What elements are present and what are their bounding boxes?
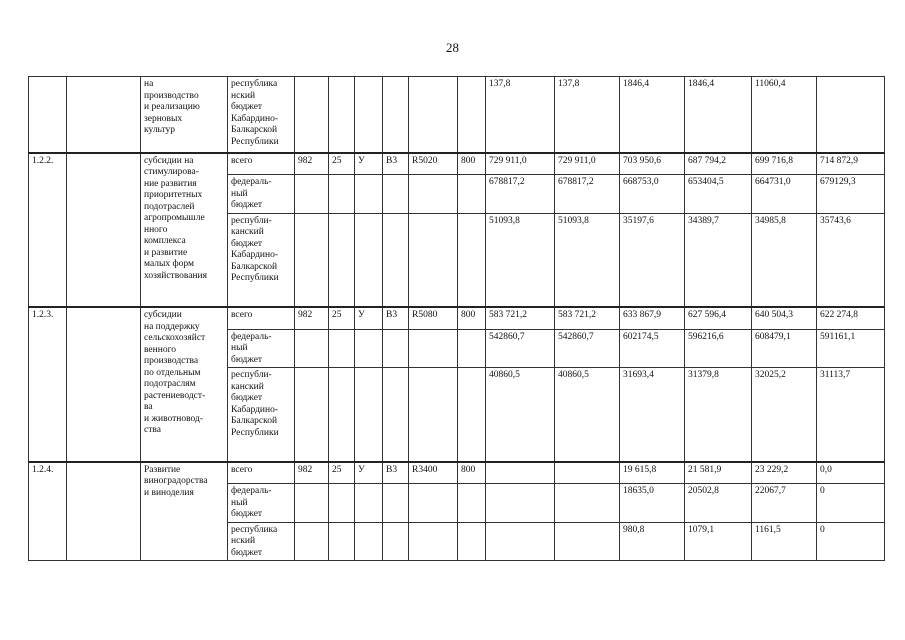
amount-cell: 34985,8	[752, 213, 817, 307]
funding-source: федераль- ный бюджет	[228, 175, 295, 214]
amount-cell: 679129,3	[817, 175, 885, 214]
budget-code-cell	[329, 368, 355, 462]
amount-cell: 542860,7	[486, 329, 555, 368]
budget-code-cell: У	[355, 153, 383, 175]
amount-cell: 40860,5	[555, 368, 620, 462]
funding-source: всего	[228, 153, 295, 175]
section-number	[29, 77, 67, 153]
amount-cell	[555, 484, 620, 523]
budget-code-cell: R5080	[409, 307, 458, 329]
budget-code-cell	[383, 175, 409, 214]
budget-code-cell: 800	[458, 307, 486, 329]
section-number: 1.2.4.	[29, 462, 67, 561]
budget-code-cell: 25	[329, 307, 355, 329]
budget-code-cell	[295, 175, 329, 214]
empty-cell	[67, 77, 141, 153]
empty-cell	[67, 153, 141, 308]
budget-code-cell: 25	[329, 153, 355, 175]
amount-cell: 137,8	[486, 77, 555, 153]
budget-code-cell	[295, 213, 329, 307]
amount-cell: 40860,5	[486, 368, 555, 462]
amount-cell: 542860,7	[555, 329, 620, 368]
amount-cell: 729 911,0	[486, 153, 555, 175]
amount-cell	[486, 522, 555, 561]
budget-code-cell	[458, 213, 486, 307]
section-number: 1.2.2.	[29, 153, 67, 308]
amount-cell: 687 794,2	[685, 153, 752, 175]
amount-cell: 729 911,0	[555, 153, 620, 175]
amount-cell: 1079,1	[685, 522, 752, 561]
amount-cell: 11060,4	[752, 77, 817, 153]
amount-cell	[486, 484, 555, 523]
budget-code-cell: R3400	[409, 462, 458, 484]
amount-cell: 32025,2	[752, 368, 817, 462]
budget-code-cell	[383, 77, 409, 153]
amount-cell: 35197,6	[620, 213, 685, 307]
measure-name: субсидии на поддержку сельскохозяйст венного производства по отдельным подотраслям растениеводст- ва и животновод- ства	[141, 307, 228, 462]
budget-code-cell: R5020	[409, 153, 458, 175]
empty-cell	[67, 462, 141, 561]
amount-cell: 137,8	[555, 77, 620, 153]
amount-cell: 22067,7	[752, 484, 817, 523]
budget-code-cell	[355, 522, 383, 561]
budget-code-cell	[295, 77, 329, 153]
amount-cell: 664731,0	[752, 175, 817, 214]
empty-cell	[67, 307, 141, 462]
budget-code-cell	[355, 213, 383, 307]
budget-code-cell: 982	[295, 307, 329, 329]
amount-cell: 35743,6	[817, 213, 885, 307]
amount-cell: 31113,7	[817, 368, 885, 462]
measure-name: на производство и реализацию зерновых культур	[141, 77, 228, 153]
budget-code-cell	[355, 175, 383, 214]
amount-cell: 703 950,6	[620, 153, 685, 175]
amount-cell: 640 504,3	[752, 307, 817, 329]
amount-cell: 699 716,8	[752, 153, 817, 175]
budget-code-cell: У	[355, 307, 383, 329]
funding-source: всего	[228, 307, 295, 329]
table-row	[29, 153, 885, 175]
amount-cell: 0,0	[817, 462, 885, 484]
amount-cell: 1161,5	[752, 522, 817, 561]
amount-cell: 1846,4	[685, 77, 752, 153]
budget-code-cell	[383, 213, 409, 307]
measure-name: Развитие виноградорства и виноделия	[141, 462, 228, 561]
amount-cell: 583 721,2	[555, 307, 620, 329]
budget-table	[28, 76, 885, 561]
amount-cell	[555, 462, 620, 484]
amount-cell: 583 721,2	[486, 307, 555, 329]
amount-cell: 34389,7	[685, 213, 752, 307]
amount-cell: 31379,8	[685, 368, 752, 462]
amount-cell: 714 872,9	[817, 153, 885, 175]
amount-cell: 678817,2	[486, 175, 555, 214]
budget-code-cell	[409, 329, 458, 368]
budget-code-cell	[329, 175, 355, 214]
table-row	[29, 307, 885, 329]
section-number: 1.2.3.	[29, 307, 67, 462]
table-row	[29, 77, 885, 153]
amount-cell: 980,8	[620, 522, 685, 561]
budget-code-cell	[458, 175, 486, 214]
budget-code-cell: В3	[383, 153, 409, 175]
amount-cell: 596216,6	[685, 329, 752, 368]
amount-cell: 668753,0	[620, 175, 685, 214]
budget-code-cell	[458, 522, 486, 561]
budget-code-cell	[409, 368, 458, 462]
budget-code-cell	[329, 329, 355, 368]
budget-code-cell	[295, 368, 329, 462]
amount-cell: 627 596,4	[685, 307, 752, 329]
amount-cell: 18635,0	[620, 484, 685, 523]
budget-code-cell	[329, 213, 355, 307]
budget-code-cell: 982	[295, 462, 329, 484]
budget-code-cell	[295, 329, 329, 368]
budget-code-cell	[329, 77, 355, 153]
budget-code-cell	[383, 368, 409, 462]
funding-source: всего	[228, 462, 295, 484]
budget-code-cell	[383, 522, 409, 561]
budget-code-cell	[409, 77, 458, 153]
budget-code-cell: 25	[329, 462, 355, 484]
budget-code-cell: 800	[458, 462, 486, 484]
budget-code-cell	[295, 484, 329, 523]
budget-code-cell: 800	[458, 153, 486, 175]
amount-cell: 608479,1	[752, 329, 817, 368]
amount-cell: 633 867,9	[620, 307, 685, 329]
amount-cell: 51093,8	[555, 213, 620, 307]
budget-code-cell: В3	[383, 462, 409, 484]
table-row	[29, 462, 885, 484]
measure-name: субсидии на стимулирова- ние развития приоритетных подотраслей агропромышле нного комплекса и развитие малых форм хозяйствования	[141, 153, 228, 308]
budget-code-cell	[409, 484, 458, 523]
budget-code-cell: В3	[383, 307, 409, 329]
funding-source: федераль- ный бюджет	[228, 484, 295, 523]
amount-cell: 653404,5	[685, 175, 752, 214]
amount-cell: 678817,2	[555, 175, 620, 214]
funding-source: республика нский бюджет Кабардино- Балкарской Республики	[228, 77, 295, 153]
amount-cell: 1846,4	[620, 77, 685, 153]
amount-cell	[555, 522, 620, 561]
amount-cell: 0	[817, 522, 885, 561]
budget-code-cell	[409, 522, 458, 561]
funding-source: республи- канский бюджет Кабардино- Балкарской Республики	[228, 213, 295, 307]
funding-source: федераль- ный бюджет	[228, 329, 295, 368]
budget-code-cell	[458, 484, 486, 523]
budget-code-cell: У	[355, 462, 383, 484]
amount-cell	[486, 462, 555, 484]
amount-cell	[817, 77, 885, 153]
budget-code-cell	[383, 329, 409, 368]
budget-code-cell	[458, 368, 486, 462]
budget-code-cell: 982	[295, 153, 329, 175]
amount-cell: 602174,5	[620, 329, 685, 368]
page-number: 28	[446, 40, 459, 55]
amount-cell: 19 615,8	[620, 462, 685, 484]
budget-code-cell	[409, 175, 458, 214]
amount-cell: 21 581,9	[685, 462, 752, 484]
amount-cell: 20502,8	[685, 484, 752, 523]
budget-code-cell	[355, 329, 383, 368]
budget-code-cell	[383, 484, 409, 523]
amount-cell: 591161,1	[817, 329, 885, 368]
budget-code-cell	[329, 484, 355, 523]
budget-code-cell	[458, 329, 486, 368]
budget-code-cell	[458, 77, 486, 153]
budget-code-cell	[355, 368, 383, 462]
budget-code-cell	[295, 522, 329, 561]
amount-cell: 51093,8	[486, 213, 555, 307]
budget-code-cell	[355, 484, 383, 523]
amount-cell: 23 229,2	[752, 462, 817, 484]
budget-code-cell	[329, 522, 355, 561]
funding-source: республика нский бюджет	[228, 522, 295, 561]
budget-code-cell	[355, 77, 383, 153]
amount-cell: 0	[817, 484, 885, 523]
budget-code-cell	[409, 213, 458, 307]
funding-source: республи- канский бюджет Кабардино- Балкарской Республики	[228, 368, 295, 462]
amount-cell: 31693,4	[620, 368, 685, 462]
amount-cell: 622 274,8	[817, 307, 885, 329]
